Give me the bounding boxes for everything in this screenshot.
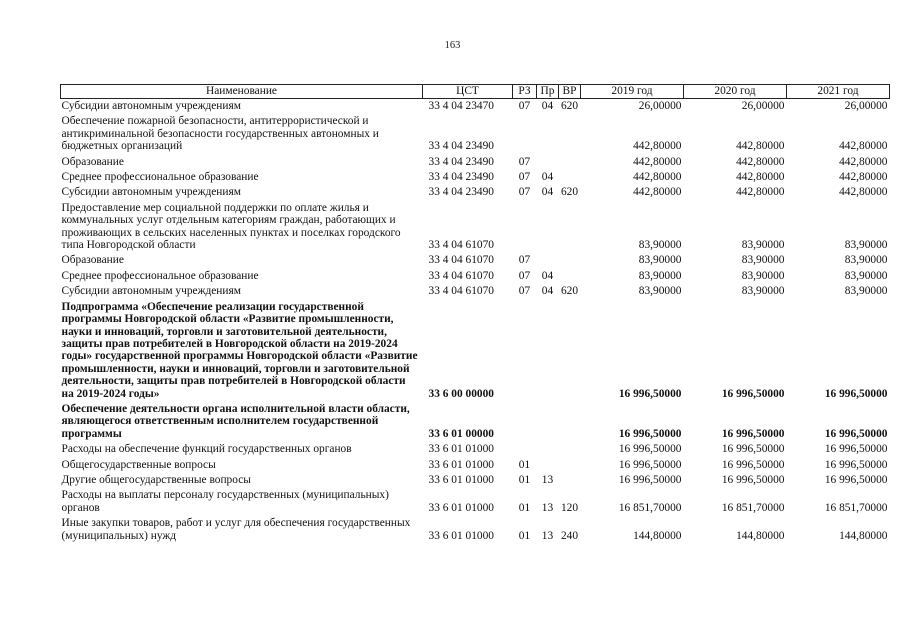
cell-cst: 33 6 01 01000: [428, 473, 494, 486]
cell-rz: 07: [518, 155, 531, 168]
cell-rz: 07: [518, 269, 531, 282]
cell-y2019: 16 996,50000: [618, 473, 682, 486]
cell-name: Субсидии автономным учреждениям: [61, 186, 241, 199]
cell-rz: 01: [518, 501, 531, 514]
cell-rz: [513, 114, 537, 154]
table-row: [61, 442, 890, 457]
cell-rz: 07: [518, 171, 531, 184]
cell-y2019: 144,80000: [633, 529, 682, 542]
table-row: [61, 516, 890, 544]
cell-cst: 33 4 04 61070: [428, 239, 494, 252]
cell-y2019: 83,90000: [638, 269, 682, 282]
cell-y2019: 442,80000: [633, 171, 682, 184]
table-row: [61, 253, 890, 268]
cell-vr: [559, 458, 581, 473]
cell-vr: [559, 402, 581, 442]
cell-name: Расходы на выплаты персоналу государственных (муниципальных) органов: [61, 489, 389, 514]
header-pr: Пр: [537, 85, 559, 99]
cell-y2020: 83,90000: [741, 285, 785, 298]
cell-cst: 33 6 01 01000: [428, 529, 494, 542]
table-row: [61, 201, 890, 254]
cell-rz: [513, 442, 537, 457]
cell-y2020: 83,90000: [741, 239, 785, 252]
cell-rz: 01: [518, 529, 531, 542]
cell-y2020: 83,90000: [741, 269, 785, 282]
cell-y2021: 16 996,50000: [824, 427, 888, 440]
cell-y2019: 83,90000: [638, 239, 682, 252]
cell-name: Среднее профессиональное образование: [61, 171, 259, 184]
header-cst: ЦСТ: [423, 85, 513, 99]
cell-rz: 07: [518, 100, 531, 112]
cell-vr: 620: [560, 186, 579, 199]
cell-y2021: 442,80000: [839, 171, 888, 184]
cell-name: Обеспечение пожарной безопасности, антитеррористической и антикриминальной безопасности государственных автономных и бюджетных организаций: [61, 115, 379, 153]
cell-y2020: 26,00000: [741, 100, 785, 112]
cell-rz: [513, 402, 537, 442]
cell-rz: [513, 300, 537, 402]
cell-vr: [559, 269, 581, 284]
cell-y2021: 16 996,50000: [824, 387, 888, 400]
cell-pr: 13: [541, 473, 554, 486]
table-row: [61, 155, 890, 170]
cell-y2019: 83,90000: [638, 254, 682, 267]
cell-pr: [537, 201, 559, 254]
cell-vr: [559, 201, 581, 254]
cell-rz: [513, 201, 537, 254]
cell-y2021: 442,80000: [839, 140, 888, 153]
cell-name: Субсидии автономным учреждениям: [61, 100, 241, 112]
cell-cst: 33 6 00 00000: [428, 387, 494, 400]
cell-y2020: 16 996,50000: [721, 473, 785, 486]
cell-pr: 13: [541, 501, 554, 514]
cell-cst: 33 4 04 61070: [428, 269, 494, 282]
cell-vr: 620: [560, 285, 579, 298]
cell-y2019: 16 996,50000: [618, 458, 682, 471]
table-header-row: [61, 85, 890, 99]
cell-y2021: 16 996,50000: [824, 473, 888, 486]
cell-y2021: 83,90000: [844, 239, 888, 252]
cell-pr: [537, 458, 559, 473]
cell-name: Образование: [61, 254, 124, 267]
cell-y2019: 26,00000: [638, 100, 682, 112]
cell-y2020: 16 996,50000: [721, 458, 785, 471]
cell-y2020: 16 851,70000: [721, 501, 785, 514]
table-row: [61, 300, 890, 402]
table-row: [61, 185, 890, 200]
cell-cst: 33 6 01 01000: [428, 443, 494, 456]
table-row: [61, 458, 890, 473]
cell-pr: 04: [541, 186, 554, 199]
cell-pr: [537, 402, 559, 442]
cell-vr: [559, 253, 581, 268]
cell-name: Общегосударственные вопросы: [61, 458, 216, 471]
cell-cst: 33 4 04 61070: [428, 285, 494, 298]
cell-vr: [559, 300, 581, 402]
cell-y2019: 83,90000: [638, 285, 682, 298]
cell-vr: 120: [560, 501, 579, 514]
cell-name: Другие общегосударственные вопросы: [61, 473, 251, 486]
table-row: [61, 488, 890, 516]
cell-y2021: 16 851,70000: [824, 501, 888, 514]
cell-vr: 620: [560, 100, 579, 112]
cell-y2019: 442,80000: [633, 186, 682, 199]
cell-y2020: 16 996,50000: [721, 443, 785, 456]
table-row: [61, 269, 890, 284]
cell-cst: 33 6 01 01000: [428, 501, 494, 514]
cell-y2020: 16 996,50000: [721, 387, 785, 400]
cell-y2021: 442,80000: [839, 186, 888, 199]
cell-name: Подпрограмма «Обеспечение реализации государственной программы Новгородской области «Развитие промышленности, науки и инноваций, торговли и заготовительной деятельности, защиты прав потребителей в Новгородской области на 2019-2024 годы» государственной программы Новгородской области «Развитие промышленности, науки и инноваций, торговли и заготовительной деятельности, защиты прав потребителей в Новгородской области на 2019-2024 годы»: [61, 300, 418, 400]
cell-vr: [559, 442, 581, 457]
cell-y2019: 16 996,50000: [618, 427, 682, 440]
cell-pr: [537, 300, 559, 402]
cell-pr: [537, 114, 559, 154]
cell-cst: 33 4 04 23470: [428, 100, 494, 112]
page-number: 163: [444, 40, 461, 51]
cell-name: Образование: [61, 155, 124, 168]
cell-vr: 240: [560, 529, 579, 542]
header-vr: ВР: [559, 85, 581, 99]
cell-vr: [559, 170, 581, 185]
table-row: [61, 170, 890, 185]
header-name: Наименование: [61, 85, 423, 99]
cell-pr: 04: [541, 285, 554, 298]
cell-y2020: 442,80000: [736, 171, 785, 184]
cell-pr: [537, 442, 559, 457]
cell-cst: 33 4 04 61070: [428, 254, 494, 267]
cell-y2020: 442,80000: [736, 155, 785, 168]
cell-pr: 04: [541, 269, 554, 282]
header-rz: РЗ: [513, 85, 537, 99]
cell-y2019: 16 996,50000: [618, 387, 682, 400]
cell-y2019: 16 996,50000: [618, 443, 682, 456]
cell-y2019: 442,80000: [633, 140, 682, 153]
cell-rz: 07: [518, 186, 531, 199]
cell-y2020: 16 996,50000: [721, 427, 785, 440]
cell-pr: [537, 155, 559, 170]
cell-y2021: 16 996,50000: [824, 458, 888, 471]
cell-y2020: 144,80000: [736, 529, 785, 542]
cell-pr: 04: [541, 171, 554, 184]
cell-cst: 33 4 04 23490: [428, 171, 494, 184]
header-2020: 2020 год: [684, 85, 787, 99]
cell-cst: 33 4 04 23490: [428, 186, 494, 199]
cell-y2020: 442,80000: [736, 186, 785, 199]
cell-rz: 01: [518, 473, 531, 486]
cell-rz: 07: [518, 254, 531, 267]
cell-name: Обеспечение деятельности органа исполнительной власти области, являющегося ответственным исполнителем государственной программы: [61, 402, 410, 440]
cell-vr: [559, 114, 581, 154]
cell-pr: [537, 253, 559, 268]
cell-y2019: 442,80000: [633, 155, 682, 168]
cell-name: Предоставление мер социальной поддержки по оплате жилья и коммунальных услуг отдельным категориям граждан, работающих и проживающих в сельских населенных пунктах и поселках городского типа Новгородской области: [61, 201, 401, 252]
cell-y2021: 144,80000: [839, 529, 888, 542]
cell-y2021: 16 996,50000: [824, 443, 888, 456]
cell-y2021: 83,90000: [844, 285, 888, 298]
cell-rz: 01: [518, 458, 531, 471]
cell-vr: [559, 155, 581, 170]
cell-pr: 13: [541, 529, 554, 542]
cell-y2021: 442,80000: [839, 155, 888, 168]
cell-name: Иные закупки товаров, работ и услуг для обеспечения государственных (муниципальных) нужд: [61, 517, 411, 542]
table-row: [61, 284, 890, 299]
cell-y2019: 16 851,70000: [618, 501, 682, 514]
cell-cst: 33 4 04 23490: [428, 155, 494, 168]
cell-pr: 04: [541, 100, 554, 112]
table-row: [61, 402, 890, 442]
cell-cst: 33 6 01 00000: [428, 427, 494, 440]
cell-y2021: 83,90000: [844, 254, 888, 267]
cell-cst: 33 4 04 23490: [428, 140, 494, 153]
table-row: [61, 473, 890, 488]
cell-name: Расходы на обеспечение функций государственных органов: [61, 443, 352, 456]
cell-cst: 33 6 01 01000: [428, 458, 494, 471]
table-row: [61, 114, 890, 154]
header-2019: 2019 год: [581, 85, 684, 99]
cell-name: Субсидии автономным учреждениям: [61, 285, 241, 298]
cell-y2020: 442,80000: [736, 140, 785, 153]
table-row: [61, 99, 890, 115]
cell-y2021: 83,90000: [844, 269, 888, 282]
cell-name: Среднее профессиональное образование: [61, 269, 259, 282]
table-body: [61, 99, 890, 545]
cell-rz: 07: [518, 285, 531, 298]
cell-y2020: 83,90000: [741, 254, 785, 267]
cell-vr: [559, 473, 581, 488]
header-2021: 2021 год: [787, 85, 890, 99]
budget-table: [60, 84, 890, 544]
cell-y2021: 26,00000: [844, 100, 888, 112]
